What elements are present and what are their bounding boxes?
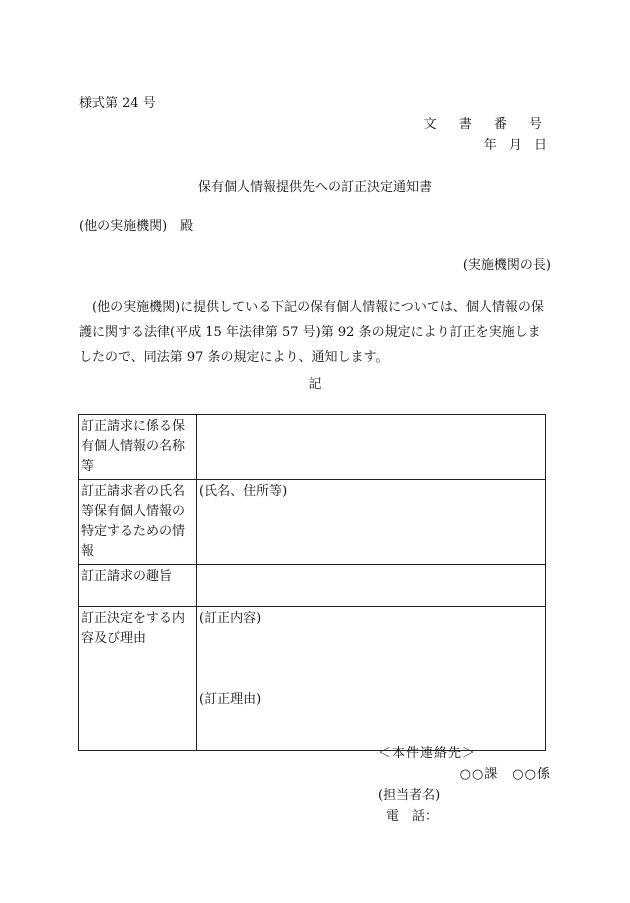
- body-paragraph: (他の実施機関)に提供している下記の保有個人情報については、個人情報の保護に関する法律(平成 15 年法律第 57 号)第 92 条の規定により訂正を実施しましたので、同法第 97 条の規定により、通知します。: [79, 300, 544, 365]
- table-row: [79, 607, 546, 751]
- contact-phone: 電 話：: [386, 809, 439, 824]
- row-label-decision: 訂正決定をする内容及び理由: [79, 607, 197, 751]
- table-row: [79, 565, 546, 607]
- row-label-requester: 訂正請求者の氏名等保有個人情報の特定するための情報: [79, 480, 197, 565]
- correction-content-note: (訂正内容): [199, 611, 262, 626]
- document-number: 文 書 番 号: [423, 117, 551, 132]
- form-number: 様式第 24 号: [79, 96, 156, 111]
- row-content-decision: [197, 607, 546, 751]
- contact-heading: ＜本件連絡先＞: [378, 746, 477, 761]
- row-content-purpose: [197, 565, 546, 607]
- row-label-purpose: 訂正請求の趣旨: [79, 565, 197, 607]
- table-row: [79, 415, 546, 480]
- sender: (実施機関の長): [462, 258, 551, 273]
- table-row: [79, 480, 546, 565]
- contact-section: ○○課 ○○係: [459, 767, 551, 782]
- row-content-info-name: [197, 415, 546, 480]
- row-label-info-name: 訂正請求に係る保有個人情報の名称等: [79, 415, 197, 480]
- document-title: 保有個人情報提供先への訂正決定通知書: [197, 180, 432, 195]
- ki-heading: 記: [308, 377, 322, 392]
- record-table: [78, 414, 546, 751]
- addressee: (他の実施機関) 殿: [79, 219, 194, 234]
- correction-reason-note: (訂正理由): [199, 692, 262, 707]
- contact-person: (担当者名): [378, 788, 441, 803]
- document-date: 年 月 日: [483, 138, 551, 153]
- row-content-requester: (氏名、住所等): [197, 480, 546, 565]
